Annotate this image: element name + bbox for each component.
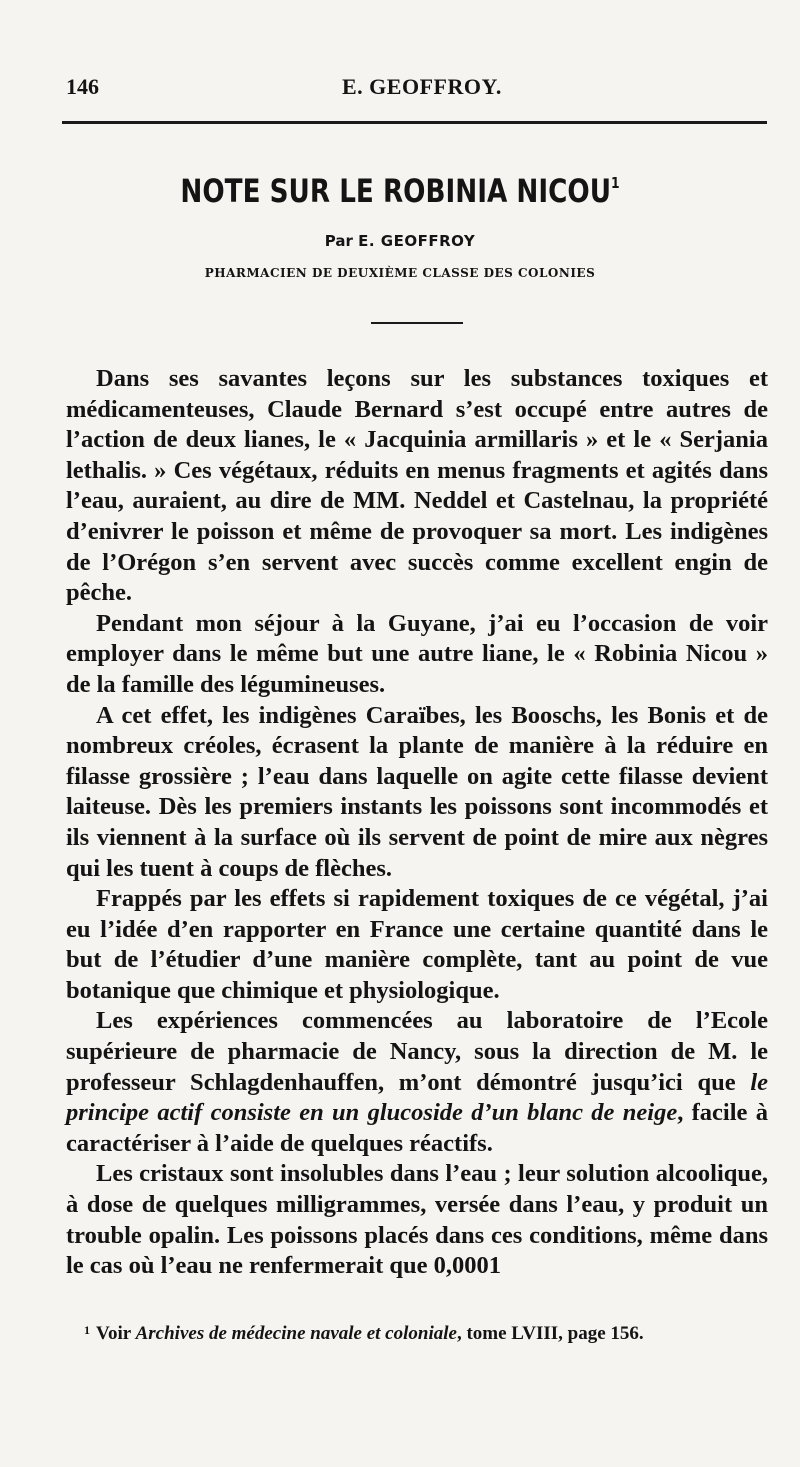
header-rule — [62, 121, 767, 124]
article-title — [72, 172, 728, 210]
footnote-mark: 1 — [84, 1323, 90, 1337]
byline — [0, 232, 800, 250]
author-credentials: PHARMACIEN DE DEUXIÈME CLASSE DES COLONIES — [204, 266, 596, 280]
byline-author: E. GEOFFROY — [358, 232, 476, 250]
footnote — [84, 1323, 768, 1345]
title-divider — [371, 322, 463, 324]
paragraph-text: , facile à caractériser à l’aide de quelques réactifs. — [66, 1099, 768, 1157]
paragraph: A cet effet, les indigènes Caraïbes, les Booschs, les Bonis et de nombreux créoles, écrasent la plante de manière à la réduire en filasse grossière ; l’eau dans laquelle on agite cette filasse devient laiteuse. Dès les premiers instants les poissons sont incommodés et ils viennent à la surface où ils servent de point de mire aux nègres qui les tuent à coups de flèches. — [66, 701, 768, 882]
paragraph: Dans ses savantes leçons sur les substances toxiques et médicamenteuses, Claude Bernard s’est occupé entre autres de l’action de deux lianes, le « Jacquinia armillaris » et le « Serjania lethalis. » Ces végétaux, réduits en menus fragments et agités dans l’eau, auraient, au dire de MM. Neddel et Castelnau, la propriété d’enivrer le poisson et même de provoquer sa mort. Les indigènes de l’Orégon s’en servent avec succès comme excellent engin de pêche. — [66, 365, 768, 607]
paragraph: Frappés par les effets si rapidement toxiques de ce végétal, j’ai eu l’idée d’en rapporter en France une certaine quantité dans le but de l’étudier d’une manière complète, tant au point de vue botanique que chimique et physiologique. — [66, 885, 768, 1004]
footnote-suffix: , tome LVIII, page 156. — [456, 1323, 644, 1344]
article-body — [66, 364, 768, 1282]
footnote-citation: Archives de médecine navale et coloniale — [135, 1323, 457, 1344]
article-title-text: NOTE SUR LE ROBINIA NICOU — [180, 172, 612, 210]
byline-prefix: Par — [324, 232, 353, 250]
page-number: 146 — [66, 74, 99, 99]
paragraph-italic-text: le principe actif consiste en un glucoside d’un blanc de neige — [66, 1068, 768, 1127]
paragraph: Les cristaux sont insolubles dans l’eau ; leur solution alcoolique, à dose de quelques milligrammes, versée dans l’eau, y produit un trouble opalin. Les poissons placés dans ces conditions, même dans le cas où l’eau ne renfermerait que 0,0001 — [66, 1160, 768, 1280]
title-footnote-mark: 1 — [611, 174, 620, 192]
footnote-prefix: Voir — [96, 1323, 131, 1344]
paragraph-text: Les expériences commencées au laboratoire de l’Ecole supérieure de pharmacie de Nancy, sous la direction de M. le professeur Schlagdenhauffen, m’ont démontré jusqu’ici que — [66, 1007, 768, 1096]
page-header — [66, 74, 734, 108]
paragraph — [66, 1006, 768, 1159]
paragraph: Pendant mon séjour à la Guyane, j’ai eu l’occasion de voir employer dans le même but une autre liane, le « Robinia Nicou » de la famille des légumineuses. — [66, 609, 768, 698]
running-head: E. GEOFFROY. — [342, 74, 502, 99]
